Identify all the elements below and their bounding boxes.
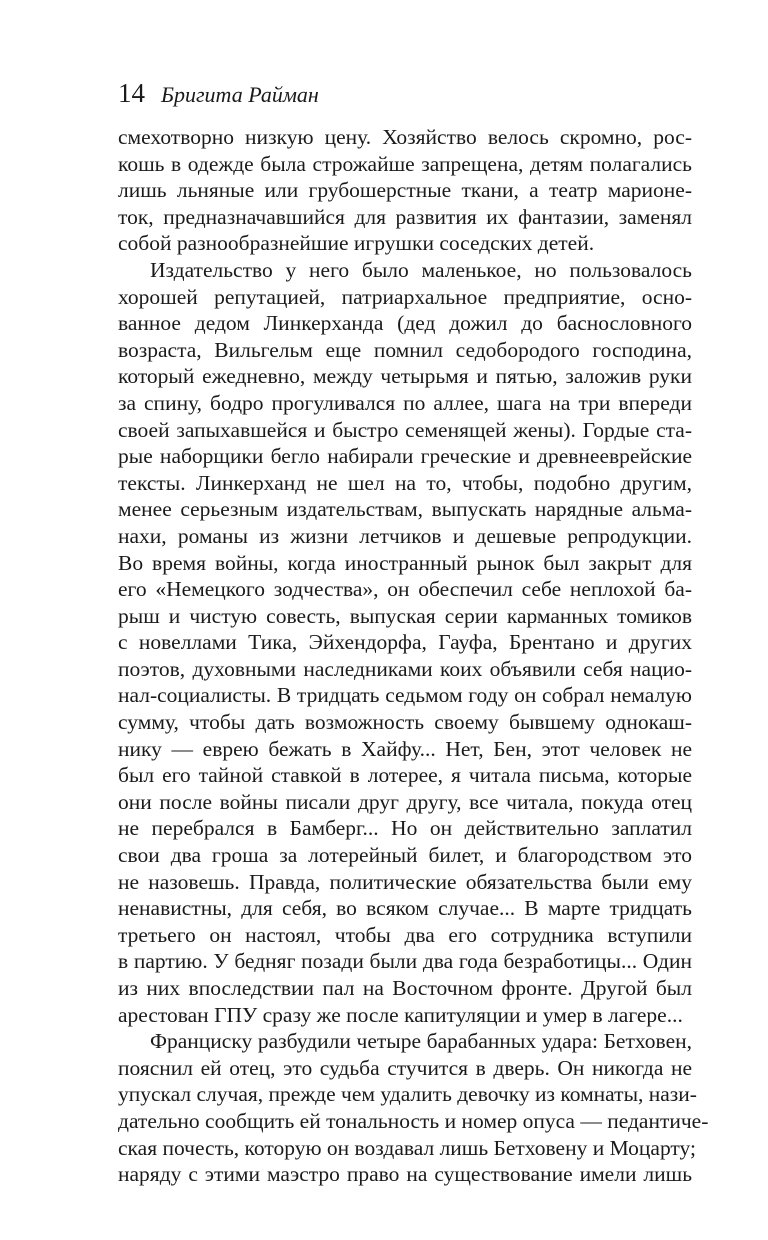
text-line: возраста, Вильгельм еще помнил седобородого господина,: [118, 337, 692, 362]
text-line: сумму, чтобы дать возможность своему бывшему однокаш-: [118, 710, 692, 735]
text-line: собой разнообразнейшие игрушки соседских детей.: [118, 231, 595, 256]
text-line: ская почесть, которую он воздавал лишь Бетховену и Моцарту;: [118, 1135, 696, 1160]
text-line: поэтов, духовными наследниками коих объявили себя нацио-: [118, 656, 692, 681]
text-line: ванное дедом Линкерханда (дед дожил до баснословного: [118, 311, 692, 336]
text-line: ненавистны, для себя, во всяком случае... В марте тридцать: [118, 896, 692, 921]
text-line: Во время войны, когда иностранный рынок был закрыт для: [118, 550, 692, 575]
text-line: хорошей репутацией, патриархальное предприятие, осно-: [118, 284, 692, 309]
text-line: не перебрался в Бамберг... Но он действительно заплатил: [118, 816, 692, 841]
text-line: не назовешь. Правда, политические обязательства были ему: [118, 869, 692, 894]
text-line: рые наборщики бегло набирали греческие и древнееврейские: [118, 444, 692, 469]
text-line: они после войны писали друг другу, все читала, покуда отец: [118, 789, 692, 814]
page-header: [118, 78, 319, 109]
text-line: за спину, бодро прогуливался по аллее, шага на три впереди: [118, 390, 692, 415]
text-line: пояснил ей отец, это судьба стучится в дверь. Он никогда не: [118, 1055, 692, 1080]
page-number: 14: [118, 78, 145, 108]
text-line: третьего он настоял, чтобы два его сотрудника вступили: [118, 922, 692, 947]
paragraph: [118, 124, 692, 257]
text-line: Издательство у него было маленькое, но пользовалось: [150, 257, 692, 282]
text-line: менее серьезным издательствам, выпускать нарядные альма-: [118, 497, 692, 522]
text-line: из них впоследствии пал на Восточном фронте. Другой был: [118, 976, 692, 1000]
text-line: упускал случая, прежде чем удалить девочку из комнаты, нази-: [118, 1082, 697, 1107]
text-line: кошь в одежде была строжайше запрещена, детям полагались: [118, 151, 692, 176]
text-line: своей запыхавшейся и быстро семенящей жены). Гордые ста-: [118, 417, 692, 442]
text-line: смехотворно низкую цену. Хозяйство велось скромно, рос-: [118, 125, 692, 149]
text-line: лишь льняные или грубошерстные ткани, а театр марионе-: [118, 178, 692, 203]
text-line: с новеллами Тика, Эйхендорфа, Гауфа, Брентано и других: [118, 630, 692, 655]
body-text: [118, 124, 709, 1188]
text-line: был его тайной ставкой в лотерее, я читала письма, которые: [118, 763, 692, 788]
text-line: нал-социалисты. В тридцать седьмом году он собрал немалую: [118, 683, 692, 708]
text-line: ток, предназначавшийся для развития их фантазии, заменял: [118, 204, 692, 229]
text-line: тексты. Линкерханд не шел на то, чтобы, подобно другим,: [118, 470, 692, 495]
text-line: арестован ГПУ сразу же после капитуляции и умер в лагере...: [118, 1002, 683, 1027]
text-line: в партию. У бедняг позади были два года безработицы... Один: [118, 949, 692, 974]
text-line: Франциску разбудили четыре барабанных удара: Бетховен,: [150, 1029, 692, 1054]
text-line: нахи, романы из жизни летчиков и дешевые репродукции.: [118, 523, 692, 548]
text-line: свои два гроша за лотерейный билет, и благородством это: [118, 843, 692, 868]
paragraph: [118, 1028, 709, 1188]
text-line: дательно сообщить ей тональность и номер опуса — педантиче-: [118, 1108, 709, 1133]
text-line: нику — еврею бежать в Хайфу... Нет, Бен, этот человек не: [118, 736, 692, 761]
paragraph: [118, 257, 692, 1028]
text-line: его «Немецкого зодчества», он обеспечил себе неплохой ба-: [118, 577, 692, 602]
text-line: наряду с этими маэстро право на существование имели лишь: [118, 1162, 692, 1187]
running-title: Бригита Райман: [161, 82, 319, 107]
text-line: который ежедневно, между четырьмя и пятью, заложив руки: [118, 364, 692, 389]
text-line: рыш и чистую совесть, выпуская серии карманных томиков: [118, 603, 692, 628]
